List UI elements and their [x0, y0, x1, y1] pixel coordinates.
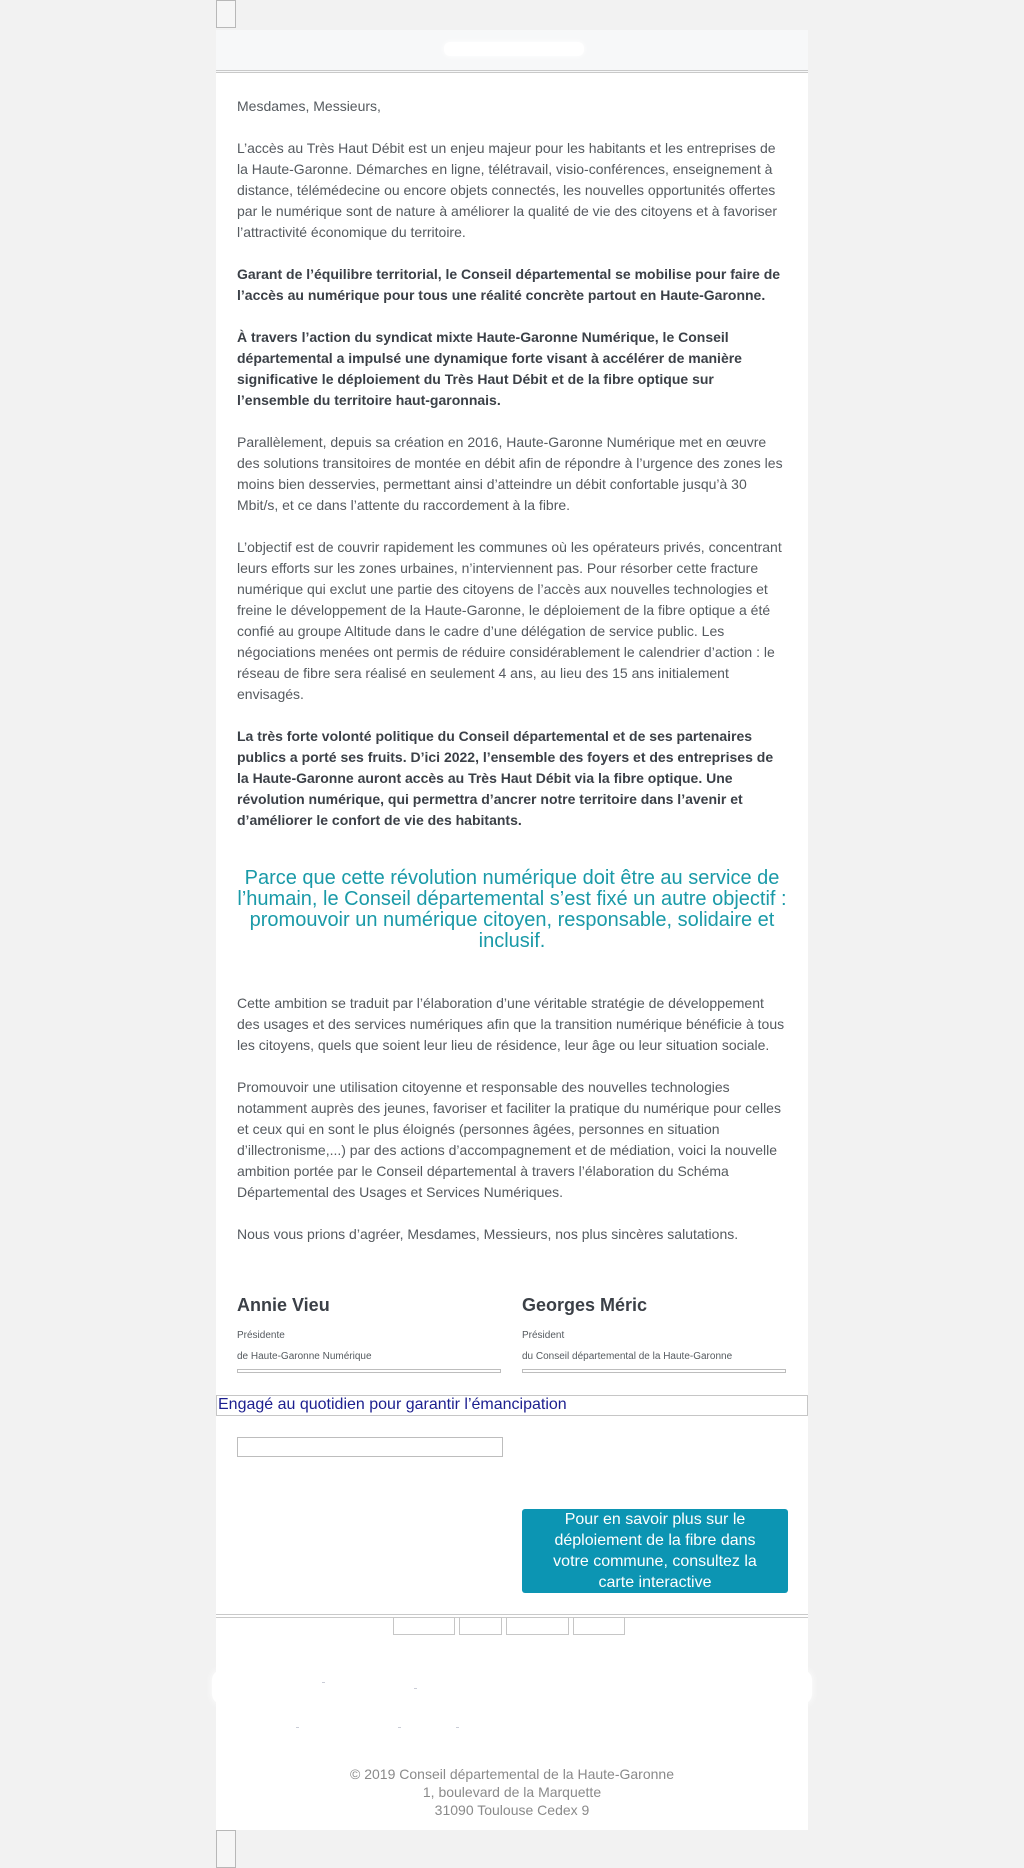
paragraph-ambition: Cette ambition se traduit par l’élaboration d’une véritable stratégie de développement des usages et des services numériques afin que la transition numérique bénéficie à tous les citoyens, quels que soient leur lieu de résidence, leur âge ou leur situation sociale.: [237, 995, 785, 1053]
signature-annie-vieu: [237, 1293, 503, 1367]
social-link-icon[interactable]: [459, 1617, 502, 1635]
highlight-quote: Parce que cette révolution numérique doit être au service de l’humain, le Conseil départemental s’est fixé un autre objectif : promouvoir un numérique citoyen, responsable, solidaire et inclusif.: [237, 867, 787, 952]
letter-body-continued: [237, 993, 787, 1266]
signature-image-placeholder: [522, 1369, 786, 1373]
image-placeholder: [237, 1437, 503, 1457]
speck: [456, 1727, 459, 1728]
speck: [414, 1688, 417, 1689]
closing: Nous vous prions d’agréer, Mesdames, Messieurs, nos plus sincères salutations.: [237, 1226, 739, 1242]
signature-georges-meric: [522, 1293, 788, 1367]
social-link-icon[interactable]: [393, 1617, 455, 1635]
footer-address-line-2: 31090 Toulouse Cedex 9: [434, 1802, 590, 1818]
broken-image-icon: [216, 1830, 236, 1868]
footer: [216, 1765, 808, 1819]
speck: [322, 1682, 325, 1683]
paragraph-bold-2: À travers l’action du syndicat mixte Haute-Garonne Numérique, le Conseil départemental a impulsé une dynamique forte visant à accélérer de manière significative le déploiement du Très Haut Débit et de la fibre optique sur l’ensemble du territoire haut-garonnais.: [237, 329, 742, 408]
tagline-banner: Engagé au quotidien pour garantir l’émancipation: [216, 1395, 808, 1416]
social-link-icon[interactable]: [506, 1617, 569, 1635]
letter-body: [237, 96, 787, 852]
header-banner: [216, 30, 808, 73]
social-link-icon[interactable]: [573, 1617, 625, 1635]
paragraph-bold-1: Garant de l’équilibre territorial, le Conseil départemental se mobilise pour faire de l’accès au numérique pour tous une réalité concrète partout en Haute-Garonne.: [237, 266, 781, 303]
signatory-title: Présidente: [237, 1330, 285, 1341]
signature-image-placeholder: [237, 1369, 501, 1373]
paragraph-objectif: L’objectif est de couvrir rapidement les communes où les opérateurs privés, concentrant leurs efforts sur les zones urbaines, n’interviennent pas. Pour résorber cette fracture numérique qui exclut une partie des citoyens de l’accès aux nouvelles technologies et freine le développement de la Haute-Garonne, le déploiement de la fibre optique a été confié au groupe Altitude dans le cadre d’une délégation de service public. Les négociations menées ont permis de réduire considérablement le calendrier d’action : le réseau de fibre sera réalisé en seulement 4 ans, au lieu des 15 ans initialement envisagés.: [237, 539, 782, 702]
signatory-title: Président: [522, 1330, 565, 1341]
header-logo-placeholder: [444, 42, 584, 56]
footer-logo-placeholder: [212, 1670, 812, 1704]
paragraph-intro: L’accès au Très Haut Débit est un enjeu majeur pour les habitants et les entreprises de la Haute-Garonne. Démarches en ligne, télétravail, visio-conférences, enseignement à distance, télémédecine ou encore objets connectés, les nouvelles opportunités offertes par le numérique sont de nature à améliorer la qualité de vie des citoyens et à favoriser l’attractivité économique du territoire.: [237, 140, 778, 240]
email-container: [216, 30, 808, 1830]
speck: [296, 1727, 299, 1728]
salutation: Mesdames, Messieurs,: [237, 98, 381, 114]
broken-image-icon: [216, 0, 236, 28]
signatory-org: du Conseil départemental de la Haute-Garonne: [522, 1351, 733, 1362]
footer-address-line-1: 1, boulevard de la Marquette: [422, 1784, 602, 1800]
paragraph-montee-debit: Parallèlement, depuis sa création en 2016, Haute-Garonne Numérique met en œuvre des solutions transitoires de montée en débit afin de répondre à l’urgence des zones les moins bien desservies, permettant ainsi d’atteindre un débit confortable jusqu’à 30 Mbit/s, et ce dans l’attente du raccordement à la fibre.: [237, 434, 783, 513]
interactive-map-button[interactable]: Pour en savoir plus sur le déploiement de la fibre dans votre commune, consultez la carte interactive: [522, 1509, 788, 1593]
signatory-name: Annie Vieu: [237, 1295, 330, 1315]
footer-copyright: © 2019 Conseil départemental de la Haute-Garonne: [350, 1766, 674, 1782]
paragraph-promouvoir: Promouvoir une utilisation citoyenne et responsable des nouvelles technologies notamment auprès des jeunes, favoriser et faciliter la pratique du numérique pour celles et ceux qui en sont le plus éloignés (personnes âgées, personnes en situation d’illectronisme,...) par des actions d’accompagnement et de médiation, voici la nouvelle ambition portée par le Conseil départemental à travers l’élaboration du Schéma Départemental des Usages et Services Numériques.: [237, 1079, 781, 1200]
signatory-org: de Haute-Garonne Numérique: [237, 1351, 372, 1362]
paragraph-bold-3: La très forte volonté politique du Conseil départemental et de ses partenaires publics a porté ses fruits. D’ici 2022, l’ensemble des foyers et des entreprises de la Haute-Garonne auront accès au Très Haut Débit via la fibre optique. Une révolution numérique, qui permettra d’ancrer notre territoire dans l’avenir et d’améliorer le confort de vie des habitants.: [237, 728, 774, 828]
speck: [398, 1727, 401, 1728]
signatory-name: Georges Méric: [522, 1295, 648, 1315]
